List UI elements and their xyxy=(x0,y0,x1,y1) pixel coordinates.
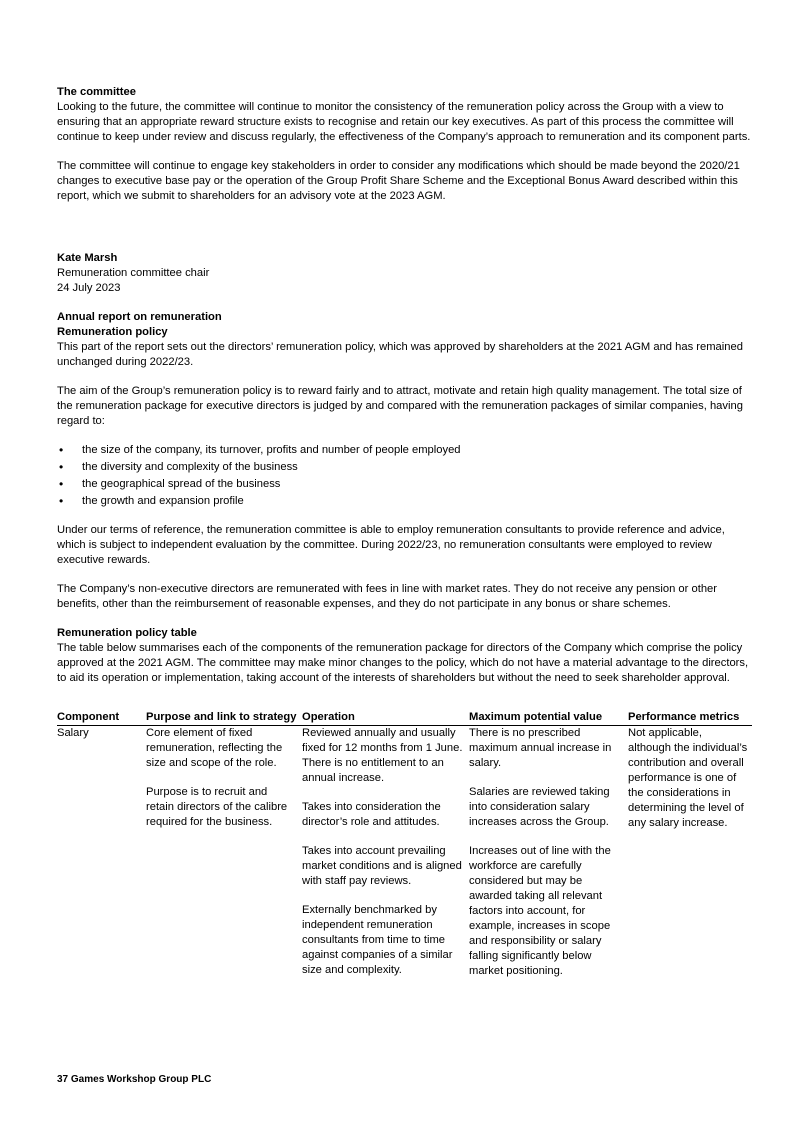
policy-table-intro: The table below summarises each of the components of the remuneration package for directors of the Company which comprise the policy approved at the 2021 AGM. The committee may make minor changes to the policy, which do not have a material advantage to the directors, to aid its operation or implementation, taking account of the interests of shareholders but without the need to seek shareholder approval. xyxy=(57,642,749,684)
operation-text: Takes into account prevailing market conditions and is aligned with staff pay reviews. xyxy=(302,845,462,887)
bullet-item: • the size of the company, its turnover, profits and number of people employed xyxy=(57,443,752,458)
cell-component: Salary xyxy=(57,727,89,739)
cell-maximum xyxy=(469,726,628,980)
committee-paragraph-2: The committee will continue to engage key stakeholders in order to consider any modifications which should be made beyond the 2020/21 changes to executive base pay or the operation of the Group Profit Share Scheme and the Exceptional Bonus Award described within this report, which we submit to shareholders for an advisory vote at the 2023 AGM. xyxy=(57,160,740,202)
purpose-text: Core element of fixed remuneration, reflecting the size and scope of the role. xyxy=(146,727,283,769)
signatory-role: Remuneration committee chair xyxy=(57,267,210,279)
column-header-metrics: Performance metrics xyxy=(628,710,752,726)
remuneration-policy-subheading: Remuneration policy xyxy=(57,326,168,338)
committee-paragraph-1: Looking to the future, the committee will continue to monitor the consistency of the remuneration policy across the Group with a view to ensuring that an appropriate reward structure exists to recognise and retain our key executives. As part of this process the committee will continue to keep under review and discuss regularly, the effectiveness of the Company’s approach to remuneration and its component parts. xyxy=(57,101,751,143)
page-footer: 37 Games Workshop Group PLC xyxy=(57,1074,212,1085)
operation-text: Takes into consideration the director’s role and attitudes. xyxy=(302,801,441,828)
bullet-item: • the diversity and complexity of the business xyxy=(57,460,752,475)
policy-paragraph-1: This part of the report sets out the directors’ remuneration policy, which was approved by shareholders at the 2021 AGM and has remained unchanged during 2022/23. xyxy=(57,341,743,368)
cell-operation xyxy=(302,726,469,980)
bullet-item: • the geographical spread of the business xyxy=(57,477,752,492)
remuneration-policy-table xyxy=(57,710,752,979)
cell-purpose xyxy=(146,726,302,980)
policy-paragraph-2: The aim of the Group’s remuneration policy is to reward fairly and to attract, motivate and retain high quality management. The total size of the remuneration package for executive directors is judged by and compared with the remuneration packages of similar companies, having regard to: xyxy=(57,385,743,427)
column-header-operation: Operation xyxy=(302,710,469,726)
maximum-text: There is no prescribed maximum annual increase in salary. xyxy=(469,727,612,769)
operation-text: Externally benchmarked by independent remuneration consultants from time to time against companies of a similar size and complexity. xyxy=(302,904,453,976)
table-row xyxy=(57,726,752,980)
regard-bullet-list xyxy=(57,443,752,509)
policy-paragraph-3: Under our terms of reference, the remuneration committee is able to employ remuneration consultants to provide reference and advice, which is subject to independent evaluation by the committee. During 2022/23, no remuneration consultants were employed to review executive rewards. xyxy=(57,524,725,566)
maximum-text: Salaries are reviewed taking into consideration salary increases across the Group. xyxy=(469,786,610,828)
maximum-text: Increases out of line with the workforce are carefully considered but may be awarded taking all relevant factors into account, for example, increases in scope and responsibility or salary falling significantly below market positioning. xyxy=(469,845,611,977)
column-header-purpose: Purpose and link to strategy xyxy=(146,710,302,726)
policy-paragraph-4: The Company’s non-executive directors are remunerated with fees in line with market rates. They do not receive any pension or other benefits, other than the reimbursement of reasonable expenses, and they do not participate in any bonus or share schemes. xyxy=(57,583,717,610)
cell-metrics: Not applicable, although the individual’s contribution and overall performance is one of the considerations in determining the level of any salary increase. xyxy=(628,727,748,829)
column-header-maximum: Maximum potential value xyxy=(469,710,628,726)
operation-text: Reviewed annually and usually fixed for 12 months from 1 June. There is no entitlement to an annual increase. xyxy=(302,727,463,784)
annual-report-heading: Annual report on remuneration xyxy=(57,311,222,323)
table-header-row xyxy=(57,710,752,726)
committee-heading: The committee xyxy=(57,86,136,98)
bullet-item: • the growth and expansion profile xyxy=(57,494,752,509)
policy-table-heading: Remuneration policy table xyxy=(57,627,197,639)
signature-date: 24 July 2023 xyxy=(57,282,121,294)
purpose-text: Purpose is to recruit and retain directors of the calibre required for the business. xyxy=(146,786,288,828)
column-header-component: Component xyxy=(57,710,146,726)
signatory-name: Kate Marsh xyxy=(57,252,118,264)
page-content xyxy=(57,85,752,979)
